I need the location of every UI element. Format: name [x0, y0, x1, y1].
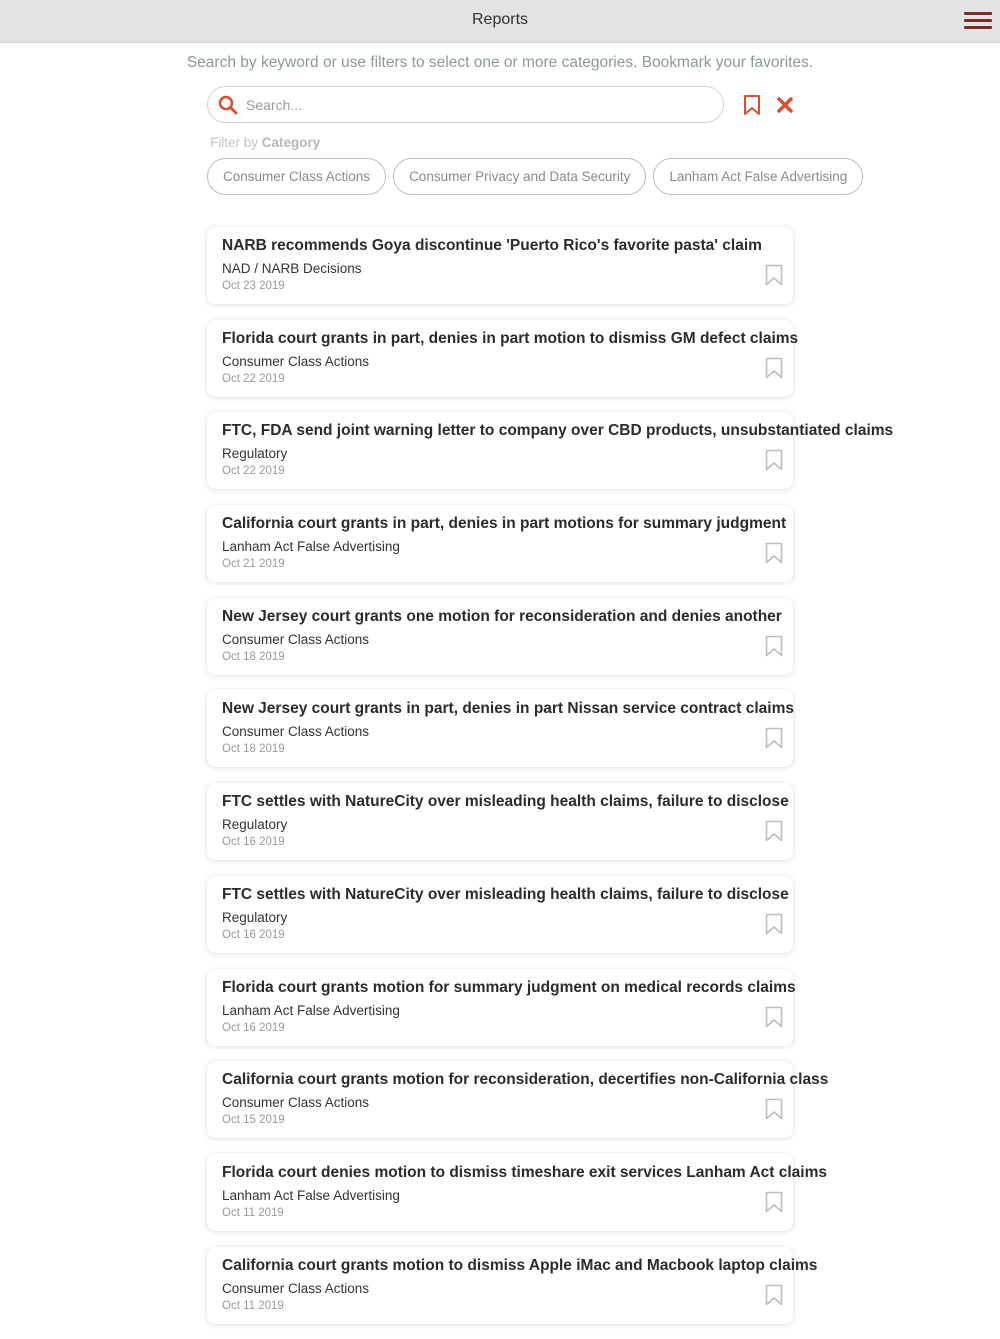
chip-lanham-act[interactable]: Lanham Act False Advertising: [653, 158, 863, 195]
bookmark-icon[interactable]: [765, 635, 783, 657]
search-input[interactable]: [246, 93, 706, 117]
report-category: Regulatory: [222, 446, 288, 462]
report-title: FTC settles with NatureCity over misleading health claims, failure to disclose: [222, 793, 789, 811]
report-card[interactable]: [207, 690, 793, 767]
bookmark-icon[interactable]: [765, 1191, 783, 1213]
bookmark-icon[interactable]: [765, 449, 783, 471]
report-date: Oct 15 2019: [222, 1114, 285, 1127]
report-date: Oct 11 2019: [222, 1299, 284, 1312]
chip-consumer-privacy[interactable]: Consumer Privacy and Data Security: [393, 158, 646, 195]
category-chips[interactable]: [207, 158, 848, 196]
report-category: Regulatory: [222, 817, 288, 833]
report-card[interactable]: [207, 320, 799, 397]
hamburger-menu-icon[interactable]: [964, 12, 992, 32]
instructions-text: Search by keyword or use filters to select one or more categories. Bookmark your favorites.: [186, 54, 814, 71]
report-date: Oct 11 2019: [222, 1206, 284, 1219]
report-card[interactable]: [207, 1061, 829, 1138]
report-category: Consumer Class Actions: [222, 724, 370, 740]
bookmark-filter-icon[interactable]: [743, 95, 761, 115]
report-title: FTC, FDA send joint warning letter to company over CBD products, unsubstantiated claims: [222, 422, 894, 440]
bookmark-icon[interactable]: [765, 727, 783, 749]
report-title: New Jersey court grants in part, denies in part Nissan service contract claims: [222, 700, 795, 718]
search-box[interactable]: [207, 86, 724, 123]
report-date: Oct 16 2019: [222, 836, 285, 849]
report-date: Oct 16 2019: [222, 1021, 285, 1034]
report-title: California court grants in part, denies in part motions for summary judgment: [222, 515, 787, 533]
chip-consumer-class-actions[interactable]: Consumer Class Actions: [207, 158, 386, 195]
report-title: Florida court grants in part, denies in part motion to dismiss GM defect claims: [222, 329, 799, 347]
report-category: Lanham Act False Advertising: [222, 1002, 400, 1018]
page-title: Reports: [471, 11, 529, 28]
bookmark-icon[interactable]: [765, 264, 783, 286]
report-category: Consumer Class Actions: [222, 631, 370, 647]
clear-filters-icon[interactable]: [776, 96, 794, 114]
report-card[interactable]: [207, 598, 793, 675]
report-card[interactable]: [207, 876, 793, 953]
report-card[interactable]: [207, 505, 793, 582]
report-title: California court grants motion for reconsideration, decertifies non-California class: [222, 1071, 829, 1089]
bookmark-icon[interactable]: [765, 357, 783, 379]
filter-label-prefix: Filter by: [210, 135, 259, 150]
report-category: NAD / NARB Decisions: [222, 261, 362, 276]
report-card[interactable]: [207, 412, 894, 489]
report-date: Oct 23 2019: [222, 280, 285, 292]
report-title: California court grants motion to dismiss Apple iMac and Macbook laptop claims: [222, 1256, 818, 1274]
report-date: Oct 18 2019: [222, 650, 285, 663]
top-bar: [0, 0, 1000, 43]
bookmark-icon[interactable]: [765, 1284, 783, 1306]
report-date: Oct 18 2019: [222, 743, 285, 756]
report-card[interactable]: [207, 1154, 827, 1231]
search-icon: [218, 95, 238, 115]
report-title: Florida court grants motion for summary judgment on medical records claims: [222, 978, 796, 996]
report-card[interactable]: [207, 969, 796, 1046]
report-title: Florida court denies motion to dismiss timeshare exit services Lanham Act claims: [222, 1163, 827, 1181]
bookmark-icon[interactable]: [765, 542, 783, 564]
report-card[interactable]: [207, 227, 793, 304]
report-category: Consumer Class Actions: [222, 1280, 370, 1296]
report-category: Consumer Class Actions: [222, 353, 370, 369]
reports-list: [207, 227, 894, 1339]
bookmark-icon[interactable]: [765, 1098, 783, 1120]
bookmark-icon[interactable]: [765, 913, 783, 935]
filter-label: [210, 135, 320, 150]
report-date: Oct 22 2019: [222, 465, 285, 478]
report-category: Lanham Act False Advertising: [222, 539, 400, 555]
report-date: Oct 22 2019: [222, 372, 285, 385]
report-title: New Jersey court grants one motion for reconsideration and denies another: [222, 607, 782, 625]
report-category: Regulatory: [222, 909, 288, 925]
report-category: Consumer Class Actions: [222, 1095, 370, 1111]
report-title: NARB recommends Goya discontinue 'Puerto Rico's favorite pasta' claim: [222, 237, 762, 254]
report-card[interactable]: [207, 1247, 818, 1324]
report-card[interactable]: [207, 783, 793, 860]
report-date: Oct 21 2019: [222, 558, 285, 571]
report-title: FTC settles with NatureCity over misleading health claims, failure to disclose: [222, 885, 789, 903]
bookmark-icon[interactable]: [765, 820, 783, 842]
report-category: Lanham Act False Advertising: [222, 1187, 400, 1203]
report-date: Oct 16 2019: [222, 928, 285, 941]
filter-label-category: Category: [261, 135, 321, 150]
bookmark-icon[interactable]: [765, 1006, 783, 1028]
